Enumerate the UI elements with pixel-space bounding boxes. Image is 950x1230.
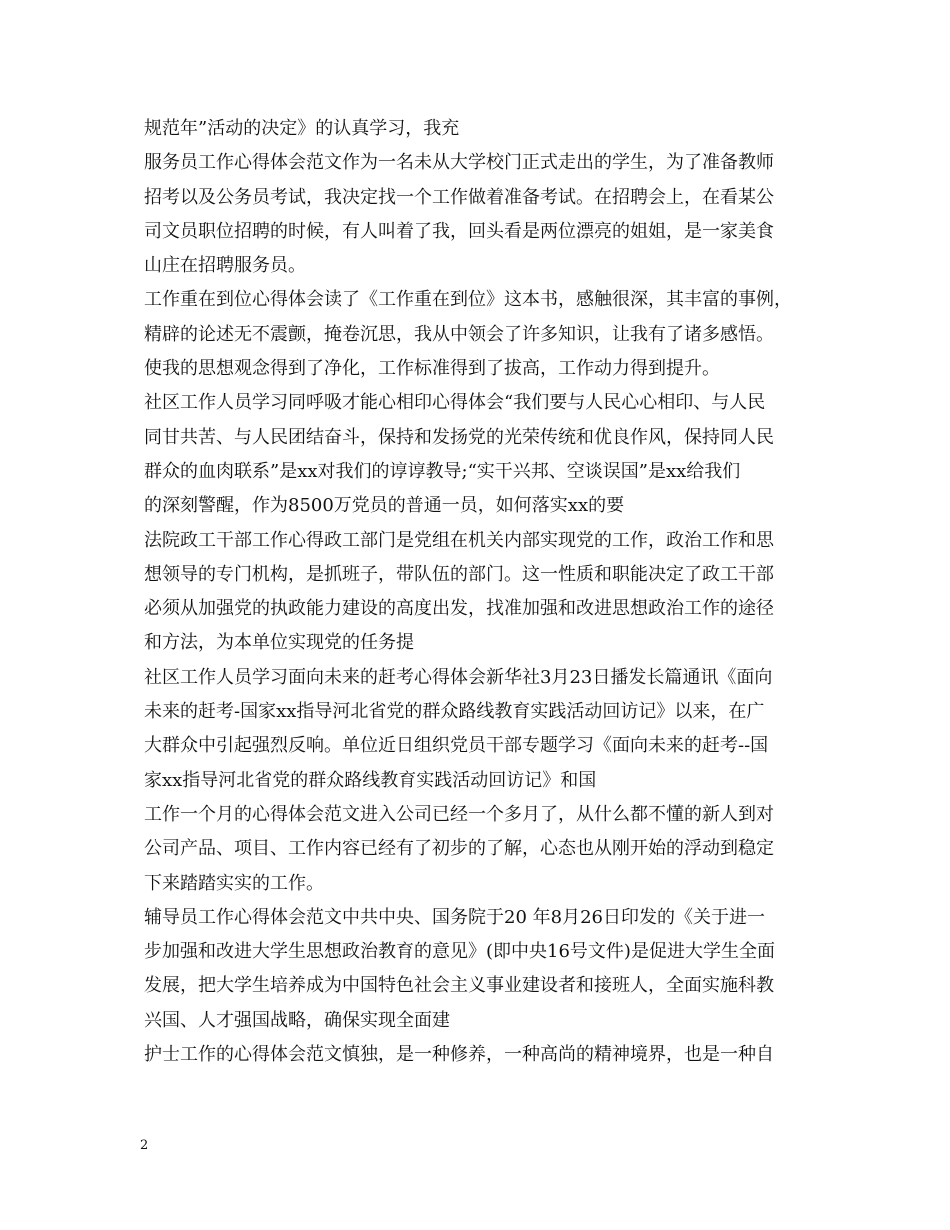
text-line: 招考以及公务员考试，我决定找一个工作做着准备考试。在招聘会上，在看某公 xyxy=(144,186,774,208)
text-line: 和方法，为本单位实现党的任务提 xyxy=(144,632,414,654)
text-line: 步加强和改进大学生思想政治教育的意见》(即中央16号文件)是促进大学生全面 xyxy=(144,941,775,963)
text-line: 大群众中引起强烈反响。单位近日组织党员干部专题学习《面向未来的赶考--国 xyxy=(144,735,769,757)
text-line: 使我的思想观念得到了净化，工作标准得到了拔高，工作动力得到提升。 xyxy=(144,358,720,380)
text-line: 未来的赶考-国家xx指导河北省党的群众路线教育实践活动回访记》以来，在广 xyxy=(144,701,765,723)
text-line: 必须从加强党的执政能力建设的高度出发，找准加强和改进思想政治工作的途径 xyxy=(144,598,774,620)
text-line: 社区工作人员学习同呼吸才能心相印心得体会“我们要与人民心心相印、与人民 xyxy=(144,392,766,414)
text-line: 山庄在招聘服务员。 xyxy=(144,255,306,277)
text-line: 工作一个月的心得体会范文进入公司已经一个多月了，从什么都不懂的新人到对 xyxy=(144,803,774,825)
text-line: 的深刻警醒，作为8500万党员的普通一员，如何落实xx的要 xyxy=(144,495,625,517)
text-line: 司文员职位招聘的时候，有人叫着了我，回头看是两位漂亮的姐姐，是一家美食 xyxy=(144,220,774,242)
document-body xyxy=(144,112,808,1072)
text-line: 社区工作人员学习面向未来的赶考心得体会新华社3月23日播发长篇通讯《面向 xyxy=(144,666,773,688)
text-line: 精辟的论述无不震颤，掩卷沉思，我从中领会了许多知识，让我有了诸多感悟。 xyxy=(144,323,774,345)
text-line: 规范年”活动的决定》的认真学习，我充 xyxy=(144,118,460,139)
text-line: 群众的血肉联系”是xx对我们的谆谆教导;“实干兴邦、空谈误国”是xx给我们 xyxy=(144,460,741,482)
text-line: 同甘共苦、与人民团结奋斗，保持和发扬党的光荣传统和优良作风，保持同人民 xyxy=(144,426,774,448)
text-line: 公司产品、项目、工作内容已经有了初步的了解，心态也从刚开始的浮动到稳定 xyxy=(144,838,774,860)
text-line: 工作重在到位心得体会读了《工作重在到位》这本书，感触很深，其丰富的事例， xyxy=(144,289,792,311)
text-line: 服务员工作心得体会范文作为一名未从大学校门正式走出的学生，为了准备教师 xyxy=(144,152,774,174)
text-line: 想领导的专门机构，是抓班子，带队伍的部门。这一性质和职能决定了政工干部 xyxy=(144,563,774,585)
text-line: 下来踏踏实实的工作。 xyxy=(144,872,324,894)
text-line: 护士工作的心得体会范文慎独，是一种修养，一种高尚的精神境界，也是一种自 xyxy=(144,1044,774,1066)
text-line: 辅导员工作心得体会范文中共中央、国务院于20 年8月26日印发的《关于进一 xyxy=(144,906,765,928)
text-line: 家xx指导河北省党的群众路线教育实践活动回访记》和国 xyxy=(144,769,597,791)
page-number: 2 xyxy=(140,1138,149,1153)
text-line: 发展，把大学生培养成为中国特色社会主义事业建设者和接班人，全面实施科教 xyxy=(144,975,774,997)
text-line: 法院政工干部工作心得政工部门是党组在机关内部实现党的工作，政治工作和思 xyxy=(144,529,774,551)
text-line: 兴国、人才强国战略，确保实现全面建 xyxy=(144,1009,450,1031)
